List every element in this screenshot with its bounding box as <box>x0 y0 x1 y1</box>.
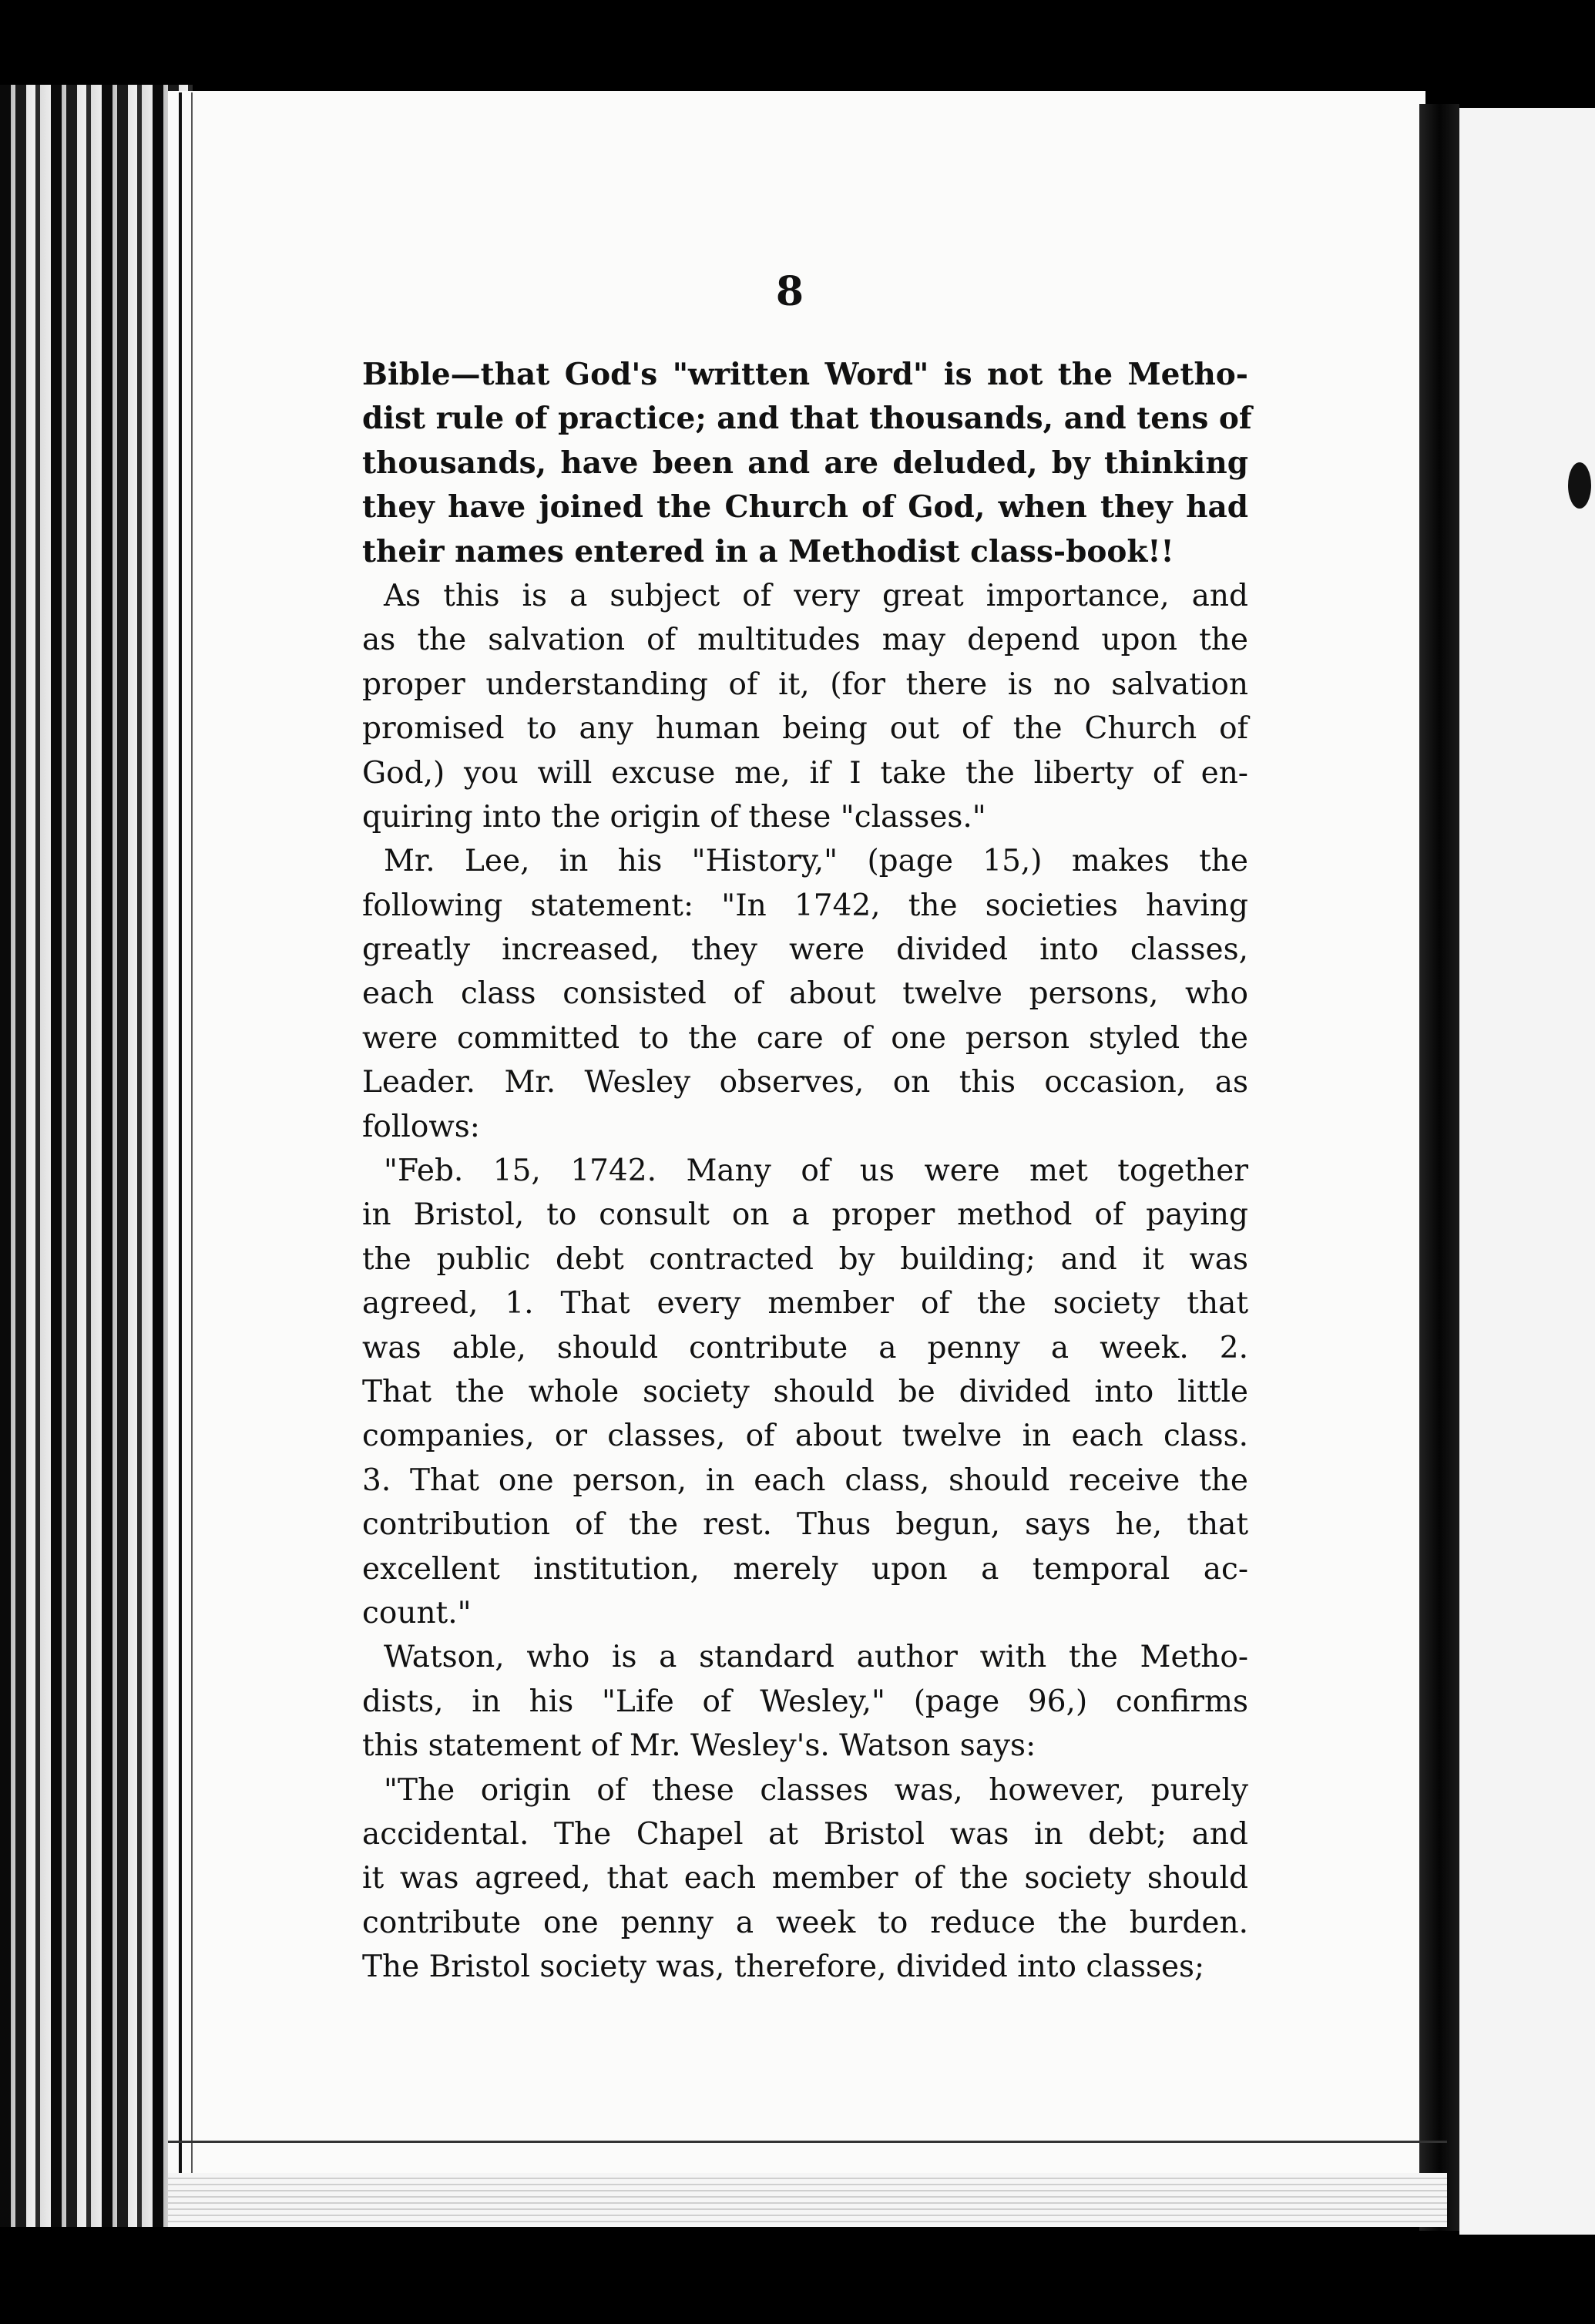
text-line: greatly increased, they were divided into classes, <box>362 932 1248 968</box>
text-line: was able, should contribute a penny a week. 2. <box>362 1330 1248 1365</box>
text-line: "Feb. 15, 1742. Many of us were met together <box>384 1154 1248 1189</box>
text-line: contribution of the rest. Thus begun, says he, that <box>362 1507 1248 1543</box>
body-text <box>362 353 1252 1989</box>
text-line: Watson, who is a standard author with the Metho- <box>384 1640 1248 1675</box>
text-line: God,) you will excuse me, if I take the liberty of en- <box>362 755 1248 791</box>
text-line: Bible—that God's "written Word" is not the Metho- <box>362 357 1248 392</box>
text-line: That the whole society should be divided into little <box>362 1374 1248 1409</box>
text-line: "The origin of these classes was, however, purely <box>384 1772 1248 1808</box>
text-line: their names entered in a Methodist class-book!! <box>362 533 1174 569</box>
book-binding <box>0 85 193 2227</box>
text-line: proper understanding of it, (for there is no salvation <box>362 667 1248 702</box>
text-line: count." <box>362 1595 472 1630</box>
text-line: dist rule of practice; and that thousands, and tens of <box>362 401 1252 437</box>
text-line: thousands, have been and are deluded, by thinking <box>362 445 1248 481</box>
text-line: contribute one penny a week to reduce the burden. <box>362 1905 1248 1940</box>
page-edge-line <box>191 92 193 2219</box>
text-line: companies, or classes, of about twelve in each class. <box>362 1419 1248 1454</box>
text-line: Leader. Mr. Wesley observes, on this occasion, as <box>362 1065 1248 1100</box>
text-line: promised to any human being out of the Church of <box>362 711 1248 747</box>
text-line: as the salvation of multitudes may depend upon the <box>362 623 1248 658</box>
text-line: they have joined the Church of God, when they had <box>362 489 1248 526</box>
ink-smudge <box>1568 462 1591 509</box>
text-line: accidental. The Chapel at Bristol was in debt; and <box>362 1816 1248 1852</box>
text-line: follows: <box>362 1109 480 1144</box>
text-line: Mr. Lee, in his "History," (page 15,) makes the <box>384 844 1248 879</box>
text-line: this statement of Mr. Wesley's. Watson says: <box>362 1728 1036 1764</box>
page-number: 8 <box>775 268 804 315</box>
text-line: following statement: "In 1742, the societies having <box>362 888 1248 923</box>
text-line: 3. That one person, in each class, should receive the <box>362 1463 1248 1498</box>
text-line: dists, in his "Life of Wesley," (page 96,) confirms <box>362 1684 1248 1719</box>
text-line: the public debt contracted by building; and it was <box>362 1241 1248 1277</box>
page-edge-line <box>179 92 182 2219</box>
text-line: in Bristol, to consult on a proper method of paying <box>362 1197 1248 1233</box>
text-line: agreed, 1. That every member of the society that <box>362 1286 1248 1322</box>
text-line: The Bristol society was, therefore, divided into classes; <box>362 1950 1205 1985</box>
bottom-page-edge <box>168 2173 1447 2227</box>
text-line: As this is a subject of very great importance, and <box>384 578 1248 613</box>
text-line: were committed to the care of one person styled the <box>362 1020 1248 1056</box>
text-line: each class consisted of about twelve persons, who <box>362 976 1248 1012</box>
text-line: quiring into the origin of these "classes." <box>362 799 986 835</box>
page-gutter <box>1419 104 1459 2231</box>
text-line: excellent institution, merely upon a temporal ac- <box>362 1551 1248 1587</box>
facing-page-edge <box>1459 108 1595 2235</box>
bottom-rule <box>168 2141 1447 2143</box>
text-line: it was agreed, that each member of the society should <box>362 1861 1248 1896</box>
